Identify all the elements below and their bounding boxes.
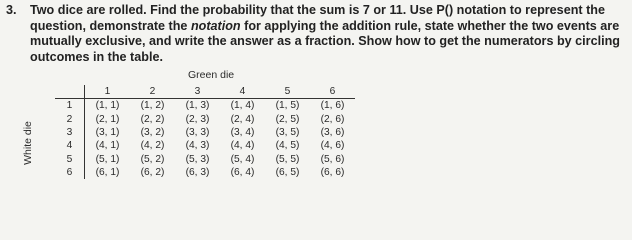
outcome-cell[interactable]: (5, 4) (230, 153, 255, 165)
table-row (55, 166, 355, 179)
outcome-cell[interactable]: (4, 1) (95, 140, 120, 152)
column-header: 6 (310, 85, 355, 99)
row-header: 4 (55, 139, 85, 152)
outcome-cell[interactable]: (1, 3) (185, 100, 210, 112)
outcome-cell[interactable]: (6, 3) (185, 166, 210, 178)
outcome-cell[interactable]: (4, 4) (230, 140, 255, 152)
column-header-row (55, 85, 355, 99)
table-row (55, 126, 355, 139)
question-text-part2: for applying the addition rule, state whether the two events are mutually exclusive, and write the answer as a fraction. Show how to get the numerators by circling outcomes in the table. (30, 18, 620, 64)
outcome-cell[interactable]: (6, 1) (95, 166, 120, 178)
question-block (6, 3, 628, 65)
question-text (30, 3, 628, 65)
outcome-cell[interactable]: (1, 4) (230, 100, 255, 112)
table-row (55, 152, 355, 165)
row-header: 5 (55, 152, 85, 165)
outcome-cell[interactable]: (6, 6) (320, 166, 345, 178)
column-header: 2 (130, 85, 175, 99)
outcome-cell[interactable]: (4, 2) (140, 140, 165, 152)
outcome-cell[interactable]: (4, 5) (275, 140, 300, 152)
question-number: 3. (6, 3, 17, 17)
outcome-cell[interactable]: (5, 6) (320, 153, 345, 165)
outcome-cell[interactable]: (1, 5) (275, 100, 300, 112)
table-row (55, 113, 355, 126)
question-text-italic: notation (190, 18, 241, 33)
outcome-cell[interactable]: (6, 5) (275, 166, 300, 178)
outcome-cell[interactable]: (2, 6) (320, 113, 345, 125)
outcome-cell[interactable]: (1, 1) (95, 100, 120, 112)
dice-outcome-table (55, 85, 355, 179)
outcome-cell[interactable]: (6, 4) (230, 166, 255, 178)
outcome-cell[interactable]: (3, 2) (140, 127, 165, 139)
outcome-cell[interactable]: (3, 1) (95, 127, 120, 139)
outcome-cell[interactable]: (5, 2) (140, 153, 165, 165)
outcome-cell[interactable]: (1, 2) (140, 100, 165, 112)
outcome-cell[interactable]: (1, 6) (320, 100, 345, 112)
outcome-cell[interactable]: (2, 5) (275, 113, 300, 125)
outcome-cell[interactable]: (3, 4) (230, 127, 255, 139)
column-header: 1 (85, 85, 131, 99)
outcome-cell[interactable]: (4, 3) (185, 140, 210, 152)
question-text-part1: Two dice are rolled. Find the probability that the sum is 7 or 11. Use P() notation to represent the question, demonstrate the (30, 3, 605, 33)
row-header: 6 (55, 166, 85, 179)
table-row (55, 99, 355, 113)
outcome-cell[interactable]: (5, 3) (185, 153, 210, 165)
outcome-cell[interactable]: (2, 3) (185, 113, 210, 125)
row-header: 3 (55, 126, 85, 139)
column-header: 3 (175, 85, 220, 99)
outcome-cell[interactable]: (6, 2) (140, 166, 165, 178)
outcome-cell[interactable]: (2, 2) (140, 113, 165, 125)
outcome-cell[interactable]: (3, 5) (275, 127, 300, 139)
row-header: 2 (55, 113, 85, 126)
outcome-cell[interactable]: (5, 5) (275, 153, 300, 165)
outcome-cell[interactable]: (5, 1) (95, 153, 120, 165)
column-header: 4 (220, 85, 265, 99)
outcome-cell[interactable]: (3, 6) (320, 127, 345, 139)
outcome-cell[interactable]: (2, 4) (230, 113, 255, 125)
outcome-cell[interactable]: (2, 1) (95, 113, 120, 125)
outcome-cell[interactable]: (4, 6) (320, 140, 345, 152)
column-axis-label: Green die (188, 69, 235, 81)
row-header: 1 (55, 99, 85, 113)
row-axis-label: White die (22, 121, 34, 165)
table-row (55, 139, 355, 152)
outcome-cell[interactable]: (3, 3) (185, 127, 210, 139)
column-header: 5 (265, 85, 310, 99)
table-corner-cell (55, 85, 85, 99)
